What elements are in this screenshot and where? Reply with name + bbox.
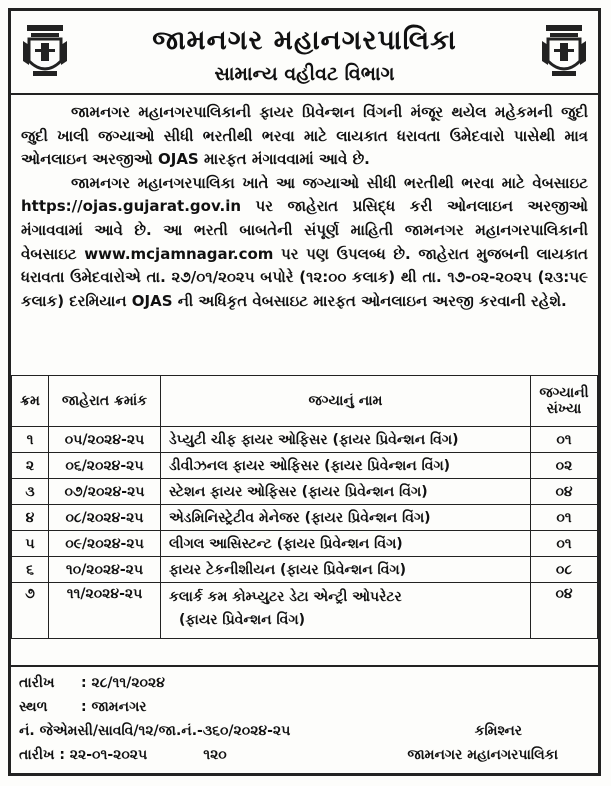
- row-serial: ૨: [12, 453, 49, 479]
- place-label: સ્થળ: [19, 699, 48, 715]
- footer-date2-line: [19, 747, 227, 763]
- row-serial: ૩: [12, 479, 49, 505]
- row-post-count: ૦૪: [531, 583, 598, 639]
- row-post-name: સ્ટેશન ફાયર ઓફિસર (ફાયર પ્રિવેન્શન વિંગ): [161, 479, 531, 505]
- notice-header: [11, 11, 598, 95]
- posts-table: [11, 375, 598, 639]
- row-post-name: ફાયર ટેકનીશીયન (ફાયર પ્રિવેન્શન વિંગ): [161, 557, 531, 583]
- header-advertisement-no: જાહેરાત ક્રમાંક: [49, 376, 161, 427]
- table-row: [12, 505, 598, 531]
- row-serial: ૭: [12, 583, 49, 639]
- row-post-name: ડેપ્યુટી ચીફ ફાયર ઓફિસર (ફાયર પ્રિવેન્શન વિંગ): [161, 427, 531, 453]
- serial-code: ૧૨૦: [203, 747, 227, 763]
- row-advertisement-no: ૧૧/૨૦૨૪-૨૫: [49, 583, 161, 639]
- page-subtitle: સામાન્ય વહીવટ વિભાગ: [214, 63, 395, 85]
- header-post-name: જગ્યાનું નામ: [161, 376, 531, 427]
- row-advertisement-no: ૦૬/૨૦૨૪-૨૫: [49, 453, 161, 479]
- notice-body: [21, 101, 588, 313]
- date-label: તારીખ: [19, 675, 55, 691]
- header-post-count: જગ્યાની સંખ્યા: [531, 376, 598, 427]
- row-post-name-cell: [161, 583, 531, 639]
- row-advertisement-no: ૧૦/૨૦૨૪-૨૫: [49, 557, 161, 583]
- signatory-title: કમિશ્નર: [474, 723, 522, 739]
- row-post-name-suffix: (ફાયર પ્રિવેન્શન વિંગ): [179, 612, 305, 628]
- table-header-row: [12, 376, 598, 427]
- notice-frame: [8, 8, 601, 776]
- row-advertisement-no: ૦૮/૨૦૨૪-૨૫: [49, 505, 161, 531]
- row-post-name: કલાર્ક કમ કોમ્પ્યુટર ડેટા એન્ટ્રી ઓપરેટર: [169, 589, 402, 605]
- row-post-name: ડીવીઝનલ ફાયર ઓફિસર (ફાયર પ્રિવેન્શન વિંગ): [161, 453, 531, 479]
- signatory-org: જામનગર મહાનગરપાલિકા: [407, 747, 558, 763]
- header-serial: ક્રમ: [12, 376, 49, 427]
- row-post-count: ૦૪: [531, 479, 598, 505]
- table-row: [12, 453, 598, 479]
- row-post-count: ૦૮: [531, 557, 598, 583]
- date2-value: તારીખ : ૨૨-૦૧-૨૦૨૫: [19, 747, 148, 763]
- table-row: [12, 479, 598, 505]
- reference-number: નં. જેએમસી/સાવવિ/૧૨/જા.નં.-૩૬૦/૨૦૨૪-૨૫: [19, 723, 291, 739]
- row-serial: ૪: [12, 505, 49, 531]
- page-title: જામનગર મહાનગરપાલિકા: [152, 25, 457, 56]
- place-value: : જામનગર: [81, 699, 147, 715]
- footer-date-line: [19, 675, 165, 691]
- row-post-name: લીગલ આસિસ્ટન્ટ (ફાયર પ્રિવેન્શન વિંગ): [161, 531, 531, 557]
- body-paragraph-1: જામનગર મહાનગરપાલિકાની ફાયર પ્રિવેન્શન વિંગની મંજૂર થયેલ મહેકમની જુદી જુદી ખાલી જગ્યાઓ સીધી ભરતીથી ભરવા માટે લાયકાત ધરાવતા ઉમેદવારો પાસેથી માત્ર ઓનલાઇન અરજીઓ OJAS મારફત મંગાવવામાં આવે છે.: [21, 103, 588, 169]
- row-serial: ૫: [12, 531, 49, 557]
- row-serial: ૬: [12, 557, 49, 583]
- date-value: : ૨૮/૧૧/૨૦૨૪: [81, 675, 165, 691]
- table-row: [12, 427, 598, 453]
- row-post-count: ૦૧: [531, 531, 598, 557]
- body-paragraph-2: જામનગર મહાનગરપાલિકા ખાતે આ જગ્યાઓ સીધી ભરતીથી ભરવા માટે વેબસાઇટ https://ojas.gujarat.gov.in પર જાહેરાત પ્રસિદ્ધ કરી ઓનલાઇન અરજીઓ મંગાવવામાં આવે છે. આ ભરતી બાબતેની સંપૂર્ણ માહિતી જામનગર મહાનગરપાલિકાની વેબસાઇટ www.mcjamnagar.com પર પણ ઉપલબ્ધ છે. જાહેરાત મુજબની લાયકાત ધરાવતા ઉમેદવારોએ તા. ૨૭/૦૧/૨૦૨૫ બપોરે (૧૨:૦૦ કલાક) થી તા. ૧૭-૦૨-૨૦૨૫ (૨૩:૫૯ કલાક) દરમિયાન OJAS ની અધિકૃત વેબસાઇટ મારફત ઓનલાઇન અરજી કરવાની રહેશે.: [21, 173, 588, 310]
- table-row: [12, 583, 598, 639]
- notice-footer: [11, 665, 598, 775]
- footer-place-line: [19, 699, 147, 715]
- row-advertisement-no: ૦૯/૨૦૨૪-૨૫: [49, 531, 161, 557]
- municipal-emblem-icon: [540, 21, 588, 79]
- row-advertisement-no: ૦૫/૨૦૨૪-૨૫: [49, 427, 161, 453]
- row-post-name: એડમિનિસ્ટ્રેટીવ મેનેજર (ફાયર પ્રિવેન્શન વિંગ): [161, 505, 531, 531]
- row-serial: ૧: [12, 427, 49, 453]
- row-post-count: ૦૨: [531, 453, 598, 479]
- table-row: [12, 531, 598, 557]
- table-row: [12, 557, 598, 583]
- row-advertisement-no: ૦૭/૨૦૨૪-૨૫: [49, 479, 161, 505]
- row-post-count: ૦૧: [531, 427, 598, 453]
- row-post-count: ૦૧: [531, 505, 598, 531]
